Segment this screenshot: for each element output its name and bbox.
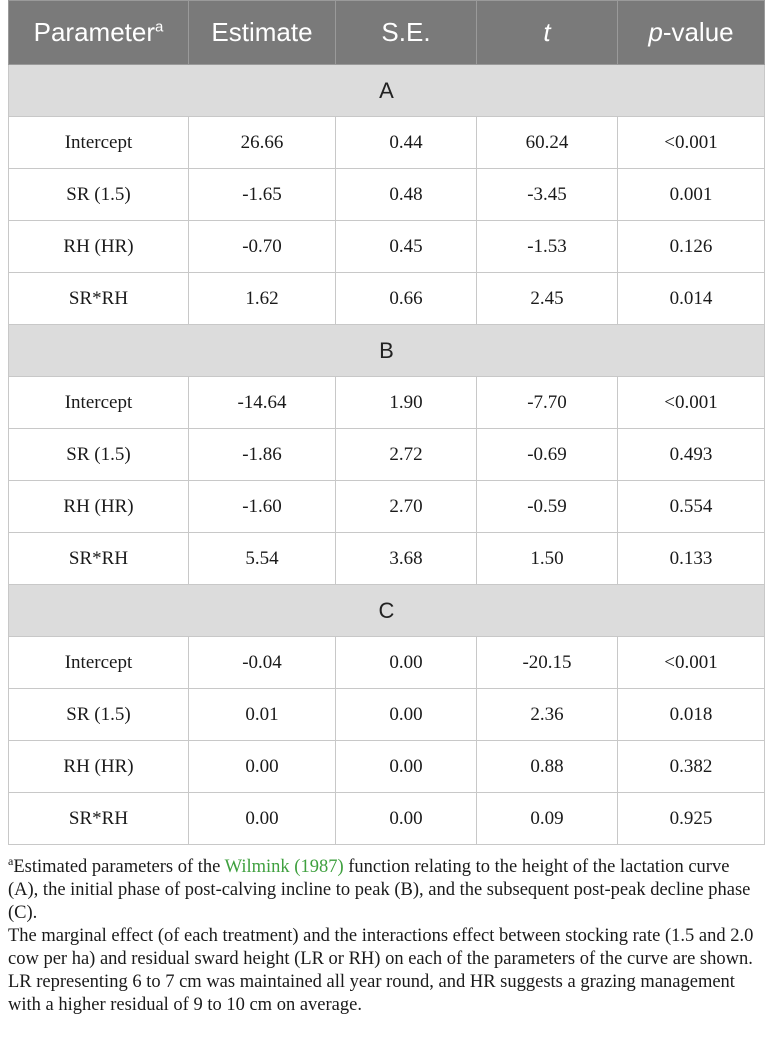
cell-p-value: 0.554 bbox=[618, 481, 765, 533]
section-row bbox=[9, 585, 765, 637]
table-row bbox=[9, 793, 765, 845]
section-label: B bbox=[9, 325, 765, 377]
cell-parameter: RH (HR) bbox=[9, 221, 189, 273]
cell-parameter: SR*RH bbox=[9, 793, 189, 845]
cell-t: -20.15 bbox=[477, 637, 618, 689]
section-label: A bbox=[9, 65, 765, 117]
table-row bbox=[9, 481, 765, 533]
cell-p-value: 0.382 bbox=[618, 741, 765, 793]
table-row bbox=[9, 637, 765, 689]
table-row bbox=[9, 689, 765, 741]
table-row bbox=[9, 169, 765, 221]
footnote-paragraph-2: The marginal effect (of each treatment) and the interactions effect between stocking rate (1.5 and 2.0 cow per ha) and residual sward height (LR or RH) on each of the parameters of the curve are shown. LR representing 6 to 7 cm was maintained all year round, and HR suggests a grazing management with a higher residual of 9 to 10 cm on average. bbox=[8, 926, 754, 1015]
cell-p-value: 0.014 bbox=[618, 273, 765, 325]
cell-estimate: -1.86 bbox=[189, 429, 336, 481]
header-parameter-label: Parameter bbox=[33, 17, 156, 47]
cell-p-value: 0.493 bbox=[618, 429, 765, 481]
cell-estimate: -1.65 bbox=[189, 169, 336, 221]
cell-t: 0.88 bbox=[477, 741, 618, 793]
cell-t: -0.69 bbox=[477, 429, 618, 481]
cell-se: 0.45 bbox=[336, 221, 477, 273]
header-p-prefix: p bbox=[648, 17, 663, 47]
cell-estimate: 26.66 bbox=[189, 117, 336, 169]
cell-se: 0.44 bbox=[336, 117, 477, 169]
cell-se: 0.00 bbox=[336, 637, 477, 689]
cell-t: -0.59 bbox=[477, 481, 618, 533]
table-body bbox=[9, 65, 765, 845]
table-row bbox=[9, 429, 765, 481]
table-row bbox=[9, 221, 765, 273]
cell-estimate: 5.54 bbox=[189, 533, 336, 585]
cell-se: 0.00 bbox=[336, 689, 477, 741]
cell-t: 2.36 bbox=[477, 689, 618, 741]
cell-p-value: 0.126 bbox=[618, 221, 765, 273]
section-label: C bbox=[9, 585, 765, 637]
header-se: S.E. bbox=[336, 1, 477, 65]
cell-p-value: 0.018 bbox=[618, 689, 765, 741]
section-row bbox=[9, 65, 765, 117]
header-parameter bbox=[9, 1, 189, 65]
table-row bbox=[9, 273, 765, 325]
cell-parameter: Intercept bbox=[9, 117, 189, 169]
cell-t: -3.45 bbox=[477, 169, 618, 221]
cell-estimate: 1.62 bbox=[189, 273, 336, 325]
cell-estimate: 0.01 bbox=[189, 689, 336, 741]
cell-p-value: 0.001 bbox=[618, 169, 765, 221]
cell-t: -1.53 bbox=[477, 221, 618, 273]
cell-p-value: <0.001 bbox=[618, 377, 765, 429]
header-p-suffix: -value bbox=[662, 17, 734, 47]
cell-estimate: -0.70 bbox=[189, 221, 336, 273]
cell-t: 2.45 bbox=[477, 273, 618, 325]
cell-t: 0.09 bbox=[477, 793, 618, 845]
cell-t: 60.24 bbox=[477, 117, 618, 169]
cell-parameter: RH (HR) bbox=[9, 741, 189, 793]
header-p-value bbox=[618, 1, 765, 65]
header-parameter-sup: a bbox=[155, 18, 164, 36]
cell-se: 3.68 bbox=[336, 533, 477, 585]
cell-se: 2.70 bbox=[336, 481, 477, 533]
cell-p-value: 0.925 bbox=[618, 793, 765, 845]
table-footnote bbox=[8, 853, 764, 1017]
cell-parameter: SR*RH bbox=[9, 273, 189, 325]
header-t: t bbox=[477, 1, 618, 65]
section-row bbox=[9, 325, 765, 377]
cell-parameter: SR (1.5) bbox=[9, 169, 189, 221]
cell-estimate: -1.60 bbox=[189, 481, 336, 533]
cell-p-value: 0.133 bbox=[618, 533, 765, 585]
cell-se: 0.66 bbox=[336, 273, 477, 325]
cell-parameter: SR*RH bbox=[9, 533, 189, 585]
cell-parameter: Intercept bbox=[9, 377, 189, 429]
cell-parameter: Intercept bbox=[9, 637, 189, 689]
cell-se: 0.00 bbox=[336, 793, 477, 845]
cell-parameter: SR (1.5) bbox=[9, 429, 189, 481]
cell-t: -7.70 bbox=[477, 377, 618, 429]
footnote-paragraph-1 bbox=[8, 853, 764, 925]
footnote-marker: a bbox=[8, 853, 14, 868]
cell-estimate: -0.04 bbox=[189, 637, 336, 689]
cell-parameter: RH (HR) bbox=[9, 481, 189, 533]
table-row bbox=[9, 533, 765, 585]
table-row bbox=[9, 377, 765, 429]
table-row bbox=[9, 117, 765, 169]
cell-t: 1.50 bbox=[477, 533, 618, 585]
cell-p-value: <0.001 bbox=[618, 637, 765, 689]
cell-estimate: 0.00 bbox=[189, 793, 336, 845]
cell-estimate: -14.64 bbox=[189, 377, 336, 429]
header-estimate: Estimate bbox=[189, 1, 336, 65]
wilmink-citation-link[interactable]: Wilmink (1987) bbox=[224, 857, 344, 877]
cell-se: 2.72 bbox=[336, 429, 477, 481]
cell-se: 0.48 bbox=[336, 169, 477, 221]
parameter-table bbox=[8, 0, 765, 845]
footnote-line1-after: function relating to the height of the lactation curve (A), the initial phase of post-calving incline to peak (B), and the subsequent post-peak decline phase (C). bbox=[8, 857, 751, 923]
cell-estimate: 0.00 bbox=[189, 741, 336, 793]
cell-se: 0.00 bbox=[336, 741, 477, 793]
footnote-line1-before: Estimated parameters of the bbox=[13, 857, 225, 877]
cell-se: 1.90 bbox=[336, 377, 477, 429]
header-row bbox=[9, 1, 765, 65]
cell-parameter: SR (1.5) bbox=[9, 689, 189, 741]
table-row bbox=[9, 741, 765, 793]
cell-p-value: <0.001 bbox=[618, 117, 765, 169]
